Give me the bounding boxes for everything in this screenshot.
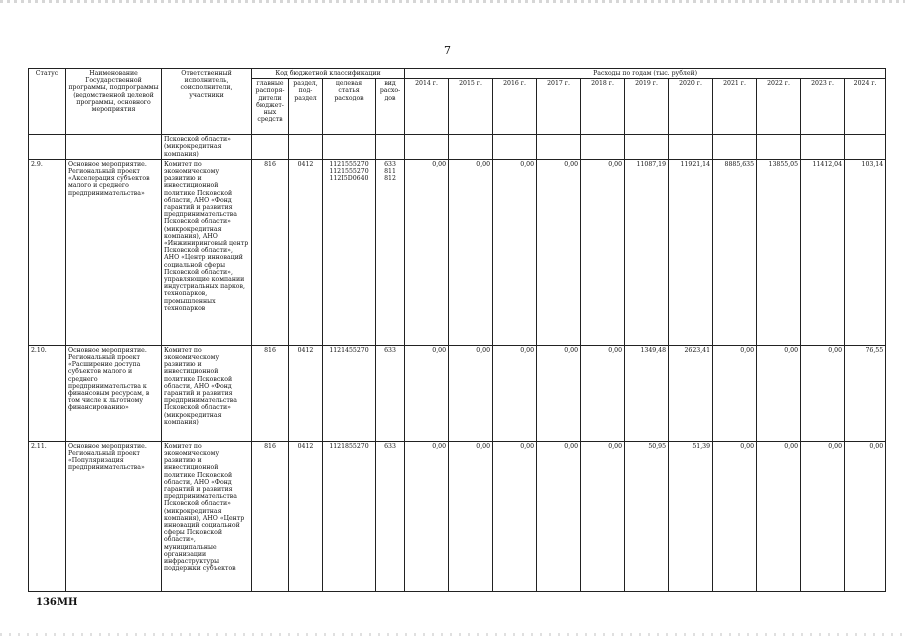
header-bcc-grbs: главные распоря-дители бюджет-ных средств (252, 79, 289, 135)
value-2022: 13855,05 (757, 159, 801, 345)
row-type-code: 633 (384, 160, 396, 168)
value-2023: 11412,04 (801, 159, 845, 345)
header-bcc-group: Код бюджетной классификации (252, 69, 405, 79)
value-2015: 0,00 (449, 441, 493, 591)
value-2021: 0,00 (713, 345, 757, 441)
footer-code: 136МН (36, 597, 78, 608)
value-2018: 0,00 (581, 441, 625, 591)
table-row (29, 345, 886, 441)
value-2020: 51,39 (669, 441, 713, 591)
header-executor: Ответственный исполнитель, соисполнители, участники (162, 69, 252, 135)
row-target-code: 1121555270 (329, 168, 369, 176)
value-2019: 1349,48 (625, 345, 669, 441)
value-2015: 0,00 (449, 345, 493, 441)
row-target-code: 1121455270 (329, 346, 369, 354)
scan-artifact-bottom (0, 633, 905, 636)
page-number: 7 (444, 44, 451, 57)
row-target (323, 159, 376, 345)
header-row-1 (29, 69, 886, 79)
value-2014: 0,00 (405, 159, 449, 345)
row-section: 0412 (289, 159, 323, 345)
value-2014: 0,00 (405, 345, 449, 441)
row-section: 0412 (289, 441, 323, 591)
row-executor: Комитет по экономическому развитию и инвестиционной политике Псковской области, АНО «Фонд гарантий и развития предпринимательства Псковской области» (микрокредитная компания), АНО «Центр инноваций социальной сферы Псковской области», муниципальные организации инфраструктуры поддержки субъектов (162, 441, 252, 591)
row-type-code: 812 (384, 175, 396, 183)
value-2024: 0,00 (845, 441, 886, 591)
row-target-code: 112I5D0640 (329, 175, 369, 183)
row-name: Основное мероприятие. Региональный проект «Популяризация предпринимательства» (66, 441, 162, 591)
row-target (323, 345, 376, 441)
row-number: 2.10. (29, 345, 66, 441)
header-year-2016: 2016 г. (493, 79, 537, 135)
value-2023: 0,00 (801, 345, 845, 441)
value-2017: 0,00 (537, 159, 581, 345)
value-2020: 11921,14 (669, 159, 713, 345)
header-year-2017: 2017 г. (537, 79, 581, 135)
header-year-2021: 2021 г. (713, 79, 757, 135)
header-bcc-type: вид расхо-дов (376, 79, 405, 135)
continuation-executor: Псковской области» (микрокредитная компания) (162, 135, 252, 160)
row-section: 0412 (289, 345, 323, 441)
value-2024: 103,14 (845, 159, 886, 345)
row-number: 2.9. (29, 159, 66, 345)
header-year-2015: 2015 г. (449, 79, 493, 135)
continuation-row (29, 135, 886, 160)
value-2023: 0,00 (801, 441, 845, 591)
value-2016: 0,00 (493, 159, 537, 345)
header-year-2024: 2024 г. (845, 79, 886, 135)
row-grbs: 816 (252, 441, 289, 591)
budget-table (28, 68, 886, 592)
row-grbs: 816 (252, 345, 289, 441)
value-2014: 0,00 (405, 441, 449, 591)
row-grbs: 816 (252, 159, 289, 345)
header-year-2014: 2014 г. (405, 79, 449, 135)
header-bcc-section: раздел, под-раздел (289, 79, 323, 135)
value-2020: 2623,41 (669, 345, 713, 441)
row-type-code: 811 (384, 168, 396, 176)
row-type (376, 441, 405, 591)
value-2022: 0,00 (757, 441, 801, 591)
value-2017: 0,00 (537, 345, 581, 441)
row-type-code: 633 (384, 442, 396, 450)
value-2018: 0,00 (581, 159, 625, 345)
row-type (376, 159, 405, 345)
header-year-2019: 2019 г. (625, 79, 669, 135)
value-2018: 0,00 (581, 345, 625, 441)
row-target-code: 1121555270 (329, 160, 369, 168)
table-row (29, 159, 886, 345)
row-target-code: 1121855270 (329, 442, 369, 450)
header-year-2023: 2023 г. (801, 79, 845, 135)
header-year-2022: 2022 г. (757, 79, 801, 135)
value-2019: 50,95 (625, 441, 669, 591)
row-type-code: 633 (384, 346, 396, 354)
value-2016: 0,00 (493, 441, 537, 591)
table-row (29, 441, 886, 591)
value-2019: 11087,19 (625, 159, 669, 345)
row-type (376, 345, 405, 441)
header-years-group: Расходы по годам (тыс. рублей) (405, 69, 886, 79)
header-bcc-target: целевая статья расходов (323, 79, 376, 135)
header-year-2020: 2020 г. (669, 79, 713, 135)
header-year-2018: 2018 г. (581, 79, 625, 135)
row-number: 2.11. (29, 441, 66, 591)
value-2017: 0,00 (537, 441, 581, 591)
value-2022: 0,00 (757, 345, 801, 441)
header-name: Наименование Государственной программы, подпрограммы (ведомственной целевой программы, основного мероприятия (66, 69, 162, 135)
row-name: Основное мероприятие. Региональный проект «Акселерация субъектов малого и среднего предпринимательства» (66, 159, 162, 345)
value-2016: 0,00 (493, 345, 537, 441)
row-target (323, 441, 376, 591)
row-executor: Комитет по экономическому развитию и инвестиционной политике Псковской области, АНО «Фонд гарантий и развития предпринимательства Псковской области» (микрокредитная компания) (162, 345, 252, 441)
value-2021: 0,00 (713, 441, 757, 591)
value-2024: 76,55 (845, 345, 886, 441)
header-status: Статус (29, 69, 66, 135)
scan-artifact-top (0, 0, 905, 3)
row-name: Основное мероприятие. Региональный проект «Расширение доступа субъектов малого и среднего предпринимательства к финансовым ресурсам, в том числе к льготному финансированию» (66, 345, 162, 441)
value-2021: 8885,635 (713, 159, 757, 345)
value-2015: 0,00 (449, 159, 493, 345)
row-executor: Комитет по экономическому развитию и инвестиционной политике Псковской области, АНО «Фонд гарантий и развития предпринимательства Псковской области» (микрокредитная компания), АНО «Инжиниринговый центр Псковской области», АНО «Центр инноваций социальной сферы Псковской области», управляющие компании индустриальных парков, технопарков, промышленных технопарков (162, 159, 252, 345)
